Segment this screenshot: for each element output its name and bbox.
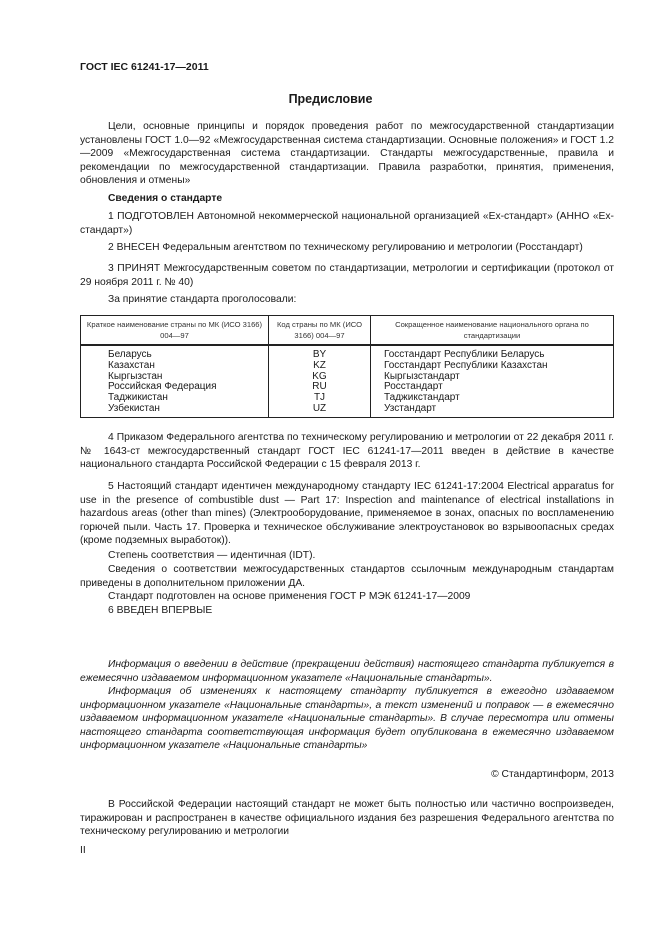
standards-body: Кыргызстандарт [384, 370, 460, 382]
paragraph-5: 5 Настоящий стандарт идентичен международному стандарту IEC 61241-17:2004 Electrical apparatus for use in the presence of combustible dust — Part 17: Inspection and maintenance of electrical installations in hazardous areas (other than mines) (Электрооборудование, применяемое в зонах, опасных по воспламенению горючей пыли. Часть 17. Проверка и техническое обслуживание электроустановок во взрывоопасных средах (кроме подземных выработок)). [80, 481, 614, 547]
country-name: Казахстан [108, 359, 155, 371]
country-code: KZ [313, 359, 326, 371]
info-paragraph-2: Информация об изменениях к настоящему стандарту публикуется в ежегодно издаваемом информационном указателе «Национальные стандарты», а текст изменений и поправок — в ежемесячно издаваемом информационном указателе «Национальные стандарты». В случае пересмотра или отмены настоящего стандарта соответствующая информация будет опубликована в ежемесячно издаваемом информационном указателе «Национальные стандарты» [80, 686, 614, 752]
country-code: TJ [313, 392, 326, 404]
paragraph-3: 3 ПРИНЯТ Межгосударственным советом по стандартизации, метрологии и сертификации (протокол от 29 ноября 2011 г. № 40) [80, 263, 614, 288]
document-header: ГОСТ IEC 61241-17—2011 [80, 61, 209, 73]
standards-body: Росстандарт [384, 381, 443, 393]
section-title: Сведения о стандарте [108, 193, 223, 204]
table-row [81, 345, 614, 417]
paragraph-1: 1 ПОДГОТОВЛЕН Автономной некоммерческой национальной организацией «Ех-стандарт» (АННО «Ех-стандарт») [80, 211, 614, 236]
paragraph-6: 6 ВВЕДЕН ВПЕРВЫЕ [108, 605, 213, 616]
paragraph-5-basis: Стандарт подготовлен на основе применения ГОСТ Р МЭК 61241-17—2009 [108, 591, 471, 602]
country-name: Беларусь [108, 349, 152, 360]
intro-paragraph: Цели, основные принципы и порядок проведения работ по межгосударственной стандартизации установлены ГОСТ 1.0—92 «Межгосударственная система стандартизации. Основные положения» и ГОСТ 1.2—2009 «Межгосударственная система стандартизации. Стандарты межгосударственные, правила и рекомендации по межгосударственной стандартизации. Правила разработки, принятия, применения, обновления и отмены» [80, 121, 614, 187]
page-title: Предисловие [288, 92, 373, 106]
standards-body: Таджикстандарт [384, 392, 460, 404]
country-name: Кыргызстан [108, 370, 163, 382]
country-name: Таджикистан [108, 392, 168, 404]
col-header-body: Сокращенное наименование национального органа по стандартизации [371, 316, 614, 346]
page-number: II [80, 845, 86, 856]
country-code: RU [312, 381, 327, 393]
country-code: UZ [312, 402, 327, 414]
standards-body: Госстандарт Республики Беларусь [384, 349, 545, 360]
standards-body: Госстандарт Республики Казахстан [384, 359, 548, 371]
col-header-code: Код страны по МК (ИСО 3166) 004—97 [269, 316, 371, 346]
country-name: Российская Федерация [108, 381, 217, 393]
country-code: BY [312, 349, 327, 360]
standards-body: Узстандарт [384, 402, 437, 414]
paragraph-5-references: Сведения о соответствии межгосударственных стандартов ссылочным международным стандартам приведены в дополнительном приложении ДА. [80, 564, 614, 589]
info-paragraph-1: Информация о введении в действие (прекращении действия) настоящего стандарта публикуется в ежемесячно издаваемом информационном указателе «Национальные стандарты». [80, 659, 614, 684]
col-header-country: Краткое наименование страны по МК (ИСО 3166) 004—97 [81, 316, 269, 346]
country-name: Узбекистан [108, 402, 160, 414]
vote-intro: За принятие стандарта проголосовали: [108, 294, 297, 305]
paragraph-2: 2 ВНЕСЕН Федеральным агентством по техническому регулированию и метрологии (Росстандарт) [108, 242, 583, 253]
paragraph-4: 4 Приказом Федерального агентства по техническому регулированию и метрологии от 22 декабря 2011 г. № 1643-ст межгосударственный стандарт ГОСТ IEC 61241-17—2011 введен в действие в качестве национального стандарта Российской Федерации с 15 февраля 2013 г. [80, 432, 614, 471]
final-paragraph: В Российской Федерации настоящий стандарт не может быть полностью или частично воспроизведен, тиражирован и распространен в качестве официального издания без разрешения Федерального агентства по техническому регулированию и метрологии [80, 799, 614, 838]
copyright: © Стандартинформ, 2013 [491, 769, 614, 780]
paragraph-5-degree: Степень соответствия — идентичная (IDT). [108, 550, 316, 561]
country-code: KG [312, 370, 327, 382]
countries-table [80, 315, 614, 418]
